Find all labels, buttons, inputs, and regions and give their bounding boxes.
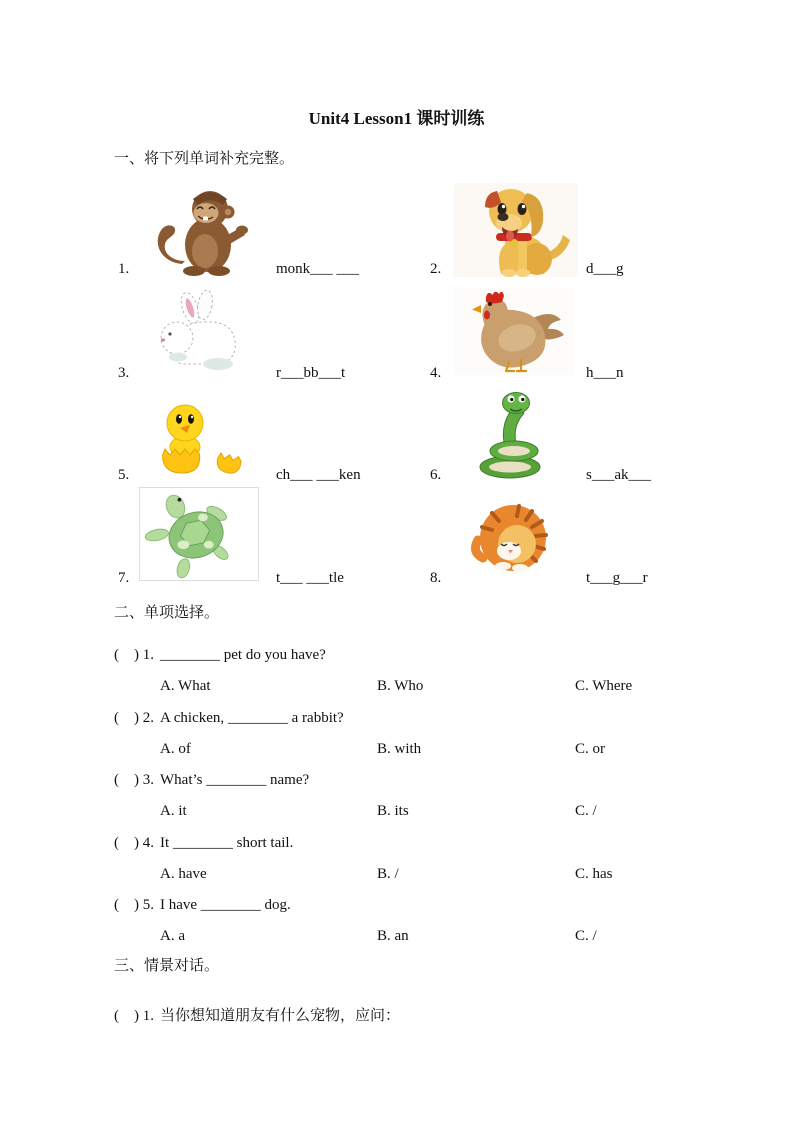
section-two-heading: 二、单项选择。 <box>114 605 220 621</box>
option-a: A. have <box>160 866 207 882</box>
option-a: A. a <box>160 928 185 944</box>
chicken-image <box>140 397 258 481</box>
question-text: ________ pet do you have? <box>160 647 326 663</box>
option-c: C. / <box>575 803 597 819</box>
item-number: 2. <box>430 261 442 277</box>
option-a: A. What <box>160 678 211 694</box>
mc-question-4 <box>114 833 293 853</box>
question-text: 当你想知道朋友有什么宠物，应问： <box>160 1008 401 1024</box>
item-word: ch___ ___ken <box>276 467 361 483</box>
turtle-image <box>139 487 259 581</box>
item-word: r___bb___t <box>276 365 346 381</box>
page-title: Unit4 Lesson1 课时训练 <box>308 109 485 128</box>
question-text: I have ________ dog. <box>160 897 291 913</box>
mc-question-1 <box>114 645 326 665</box>
section-three-heading: 三、情景对话。 <box>114 958 220 974</box>
answer-bracket: ( ) 1. <box>114 647 154 663</box>
item-number: 1. <box>118 261 130 277</box>
hen-image <box>453 288 573 375</box>
option-b: B. Who <box>377 678 424 694</box>
item-number: 8. <box>430 570 442 586</box>
rabbit-image <box>148 290 253 374</box>
answer-bracket: ( ) 3. <box>114 772 154 788</box>
option-a: A. it <box>160 803 187 819</box>
option-a: A. of <box>160 741 191 757</box>
item-number: 4. <box>430 365 442 381</box>
tiger-image <box>465 494 557 581</box>
answer-bracket: ( ) 2. <box>114 710 154 726</box>
item-word: t___g___r <box>586 570 648 586</box>
item-word: h___n <box>586 365 624 381</box>
item-number: 7. <box>118 570 130 586</box>
snake-image <box>470 389 555 481</box>
item-word: t___ ___tle <box>276 570 344 586</box>
option-c: C. has <box>575 866 613 882</box>
item-word: d___g <box>586 261 624 277</box>
question-text: What’s ________ name? <box>160 772 310 788</box>
mc-question-3 <box>114 770 309 790</box>
option-b: B. an <box>377 928 409 944</box>
dog-image <box>453 183 578 277</box>
option-c: C. Where <box>575 678 633 694</box>
dialogue-question-1 <box>114 1006 400 1026</box>
option-b: B. with <box>377 741 422 757</box>
option-b: B. / <box>377 866 399 882</box>
option-b: B. its <box>377 803 409 819</box>
answer-bracket: ( ) 5. <box>114 897 154 913</box>
question-text: It ________ short tail. <box>160 835 294 851</box>
answer-bracket: ( ) 4. <box>114 835 154 851</box>
question-text: A chicken, ________ a rabbit? <box>160 710 344 726</box>
item-number: 6. <box>430 467 442 483</box>
option-c: C. or <box>575 741 605 757</box>
mc-question-2 <box>114 708 344 728</box>
monkey-image <box>148 184 256 277</box>
item-number: 5. <box>118 467 130 483</box>
option-c: C. / <box>575 928 597 944</box>
section-one-heading: 一、将下列单词补充完整。 <box>114 151 295 167</box>
mc-question-5 <box>114 895 291 915</box>
item-word: s___ak___ <box>586 467 651 483</box>
answer-bracket: ( ) 1. <box>114 1008 154 1024</box>
item-word: monk___ ___ <box>276 261 359 277</box>
item-number: 3. <box>118 365 130 381</box>
